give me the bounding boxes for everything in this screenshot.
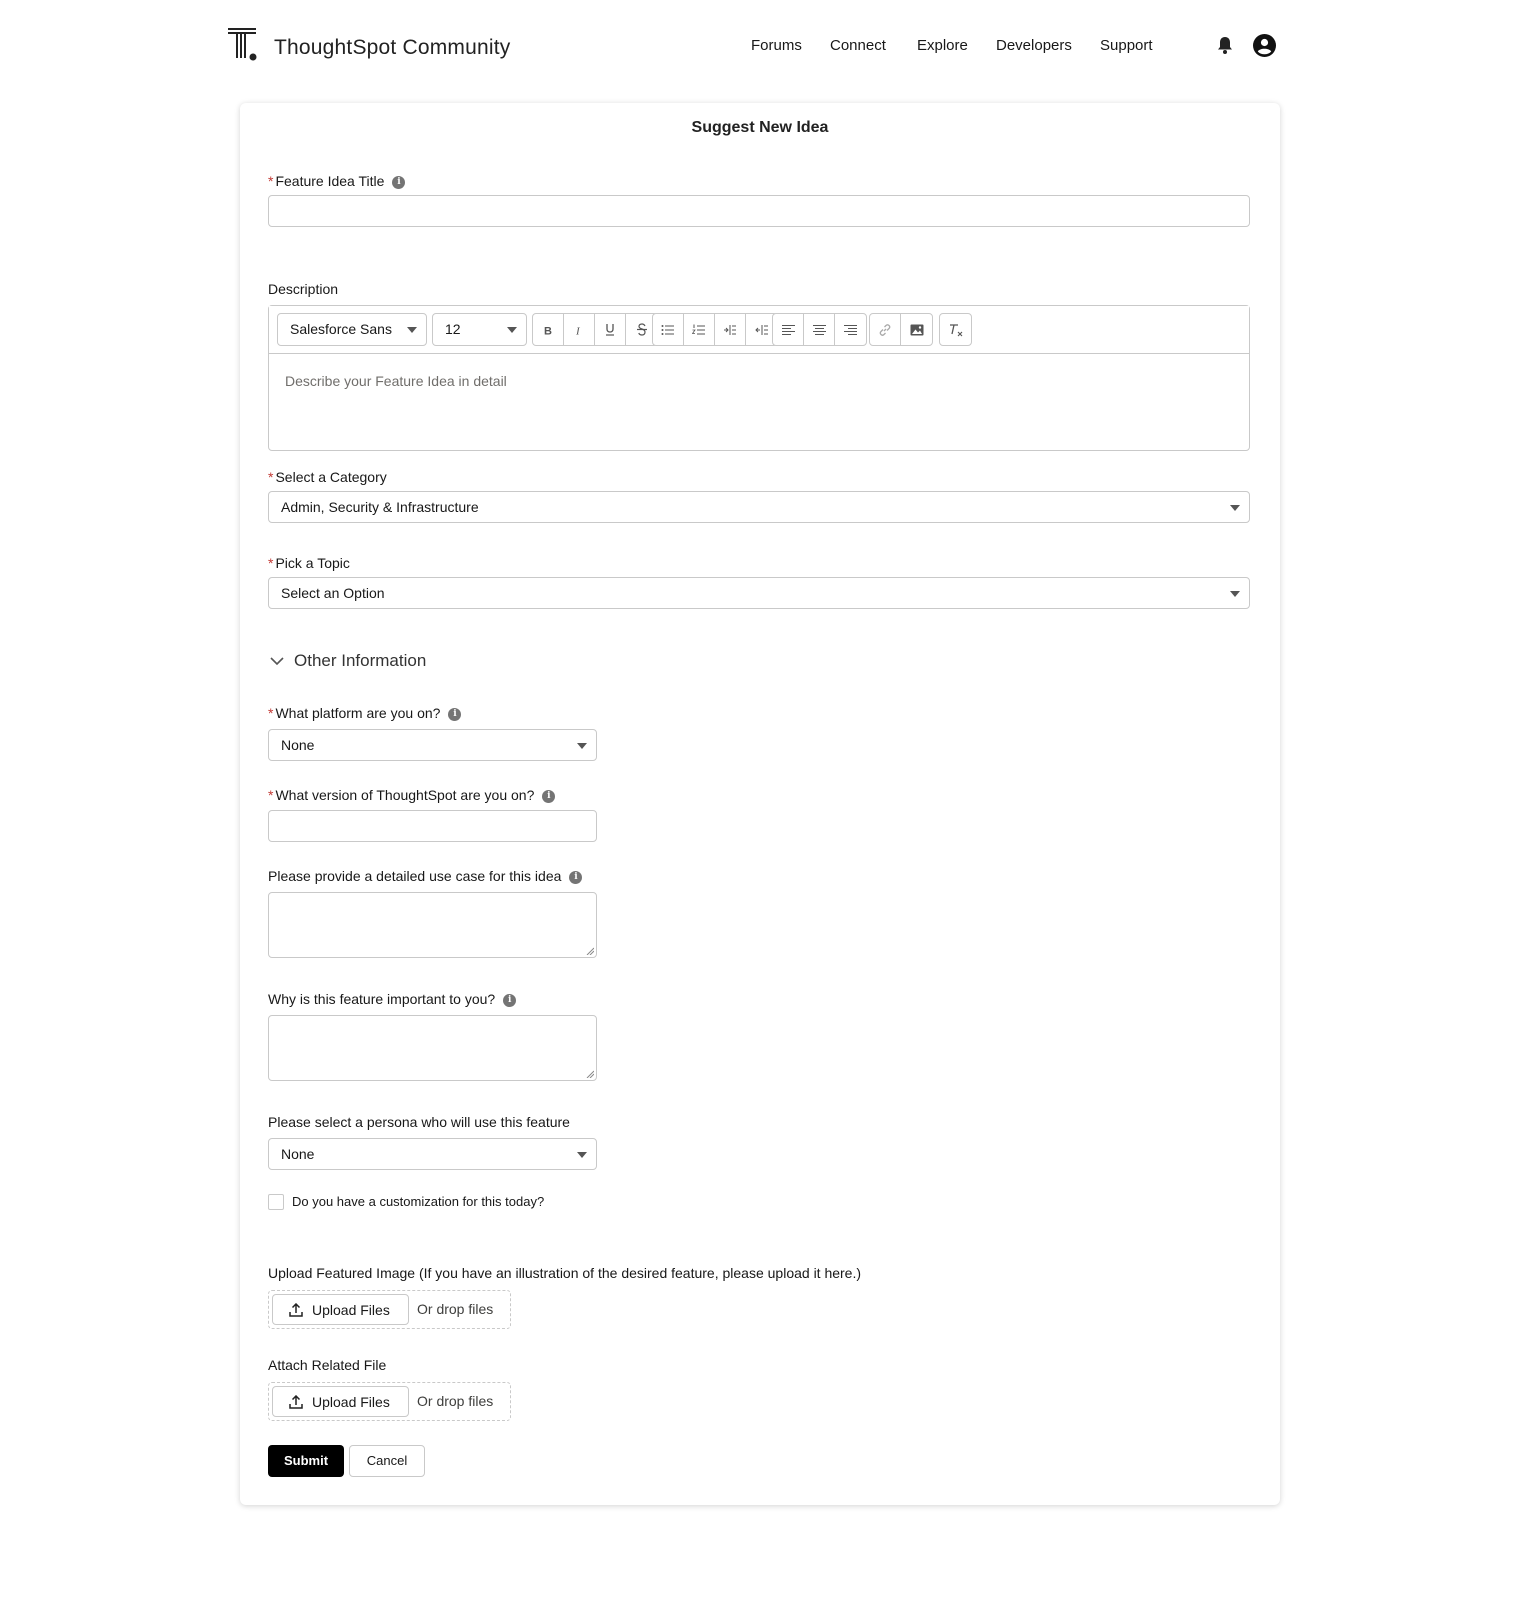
brand-name[interactable]: ThoughtSpot Community xyxy=(274,36,511,59)
info-icon[interactable]: i xyxy=(542,790,555,803)
svg-text:I: I xyxy=(576,325,580,336)
cancel-button[interactable]: Cancel xyxy=(349,1445,425,1477)
chevron-down-icon xyxy=(407,327,417,333)
chevron-down-icon xyxy=(577,1152,587,1158)
align-right-icon[interactable] xyxy=(835,314,866,345)
list-group xyxy=(652,313,778,346)
image-icon[interactable] xyxy=(901,314,932,345)
upload-icon xyxy=(289,1395,303,1409)
drop-files-text: Or drop files xyxy=(417,1301,494,1317)
chevron-down-icon xyxy=(577,743,587,749)
version-label: * What version of ThoughtSpot are you on? i xyxy=(268,787,555,803)
feature-title-label: * Feature Idea Title i xyxy=(268,173,405,189)
importance-textarea[interactable] xyxy=(268,1015,597,1081)
required-marker: * xyxy=(268,173,274,189)
align-center-icon[interactable] xyxy=(804,314,835,345)
customization-label: Do you have a customization for this today? xyxy=(292,1194,545,1209)
drop-files-text: Or drop files xyxy=(417,1393,494,1409)
feature-title-input[interactable] xyxy=(268,195,1250,227)
persona-select[interactable]: None xyxy=(268,1138,597,1170)
category-select[interactable]: Admin, Security & Infrastructure xyxy=(268,491,1250,523)
nav-support[interactable]: Support xyxy=(1100,37,1153,54)
upload-files-button[interactable]: Upload Files xyxy=(272,1294,409,1325)
use-case-label: Please provide a detailed use case for this idea i xyxy=(268,868,582,884)
info-icon[interactable]: i xyxy=(569,871,582,884)
format-group xyxy=(532,313,658,346)
chevron-down-icon xyxy=(507,327,517,333)
other-information-toggle[interactable]: Other Information xyxy=(268,651,426,671)
platform-select[interactable]: None xyxy=(268,729,597,761)
info-icon[interactable]: i xyxy=(503,994,516,1007)
upload-icon xyxy=(289,1303,303,1317)
topic-select[interactable]: Select an Option xyxy=(268,577,1250,609)
submit-button[interactable]: Submit xyxy=(268,1445,344,1477)
indent-icon[interactable] xyxy=(715,314,746,345)
bold-icon[interactable] xyxy=(533,314,564,345)
version-input[interactable] xyxy=(268,810,597,842)
chevron-down-icon xyxy=(268,652,286,670)
insert-group xyxy=(869,313,933,346)
customization-checkbox[interactable] xyxy=(268,1194,284,1210)
info-icon[interactable]: i xyxy=(448,708,461,721)
page-title: Suggest New Idea xyxy=(691,119,829,136)
italic-icon[interactable] xyxy=(564,314,595,345)
bullet-list-icon[interactable] xyxy=(653,314,684,345)
featured-image-dropzone[interactable] xyxy=(268,1290,511,1329)
user-icon[interactable] xyxy=(1253,34,1276,57)
importance-label: Why is this feature important to you? i xyxy=(268,991,516,1007)
featured-image-label: Upload Featured Image (If you have an illustration of the desired feature, please upload it here.) xyxy=(268,1265,862,1281)
editor-placeholder: Describe your Feature Idea in detail xyxy=(285,373,507,389)
clear-formatting-icon[interactable] xyxy=(940,314,971,345)
align-left-icon[interactable] xyxy=(773,314,804,345)
align-group xyxy=(772,313,867,346)
use-case-textarea[interactable] xyxy=(268,892,597,958)
suggest-idea-card xyxy=(240,103,1280,1505)
topic-label: * Pick a Topic xyxy=(268,555,350,571)
nav-explore[interactable]: Explore xyxy=(917,37,968,54)
underline-icon[interactable] xyxy=(595,314,626,345)
site-header xyxy=(0,0,1518,95)
related-file-label: Attach Related File xyxy=(268,1357,387,1373)
description-editor[interactable] xyxy=(268,305,1250,451)
info-icon[interactable]: i xyxy=(392,176,405,189)
font-family-select[interactable]: Salesforce Sans xyxy=(277,313,427,346)
chevron-down-icon xyxy=(1230,505,1240,511)
chevron-down-icon xyxy=(1230,591,1240,597)
font-size-select[interactable]: 12 xyxy=(432,313,527,346)
nav-forums[interactable]: Forums xyxy=(751,37,802,54)
nav-developers[interactable]: Developers xyxy=(996,37,1072,54)
platform-label: * What platform are you on? i xyxy=(268,705,461,721)
nav-connect[interactable]: Connect xyxy=(830,37,886,54)
thoughtspot-logo-icon[interactable] xyxy=(228,28,260,62)
bell-icon[interactable] xyxy=(1215,35,1235,55)
resize-handle-icon[interactable] xyxy=(586,1070,594,1078)
clear-group xyxy=(939,313,972,346)
category-label: * Select a Category xyxy=(268,469,387,485)
resize-handle-icon[interactable] xyxy=(586,947,594,955)
persona-label: Please select a persona who will use this feature xyxy=(268,1114,570,1130)
related-file-dropzone[interactable] xyxy=(268,1382,511,1421)
editor-toolbar xyxy=(269,306,1249,354)
description-label: Description xyxy=(268,281,339,297)
numbered-list-icon[interactable] xyxy=(684,314,715,345)
svg-text:B: B xyxy=(544,325,552,336)
link-icon[interactable] xyxy=(870,314,901,345)
upload-files-button[interactable]: Upload Files xyxy=(272,1386,409,1417)
